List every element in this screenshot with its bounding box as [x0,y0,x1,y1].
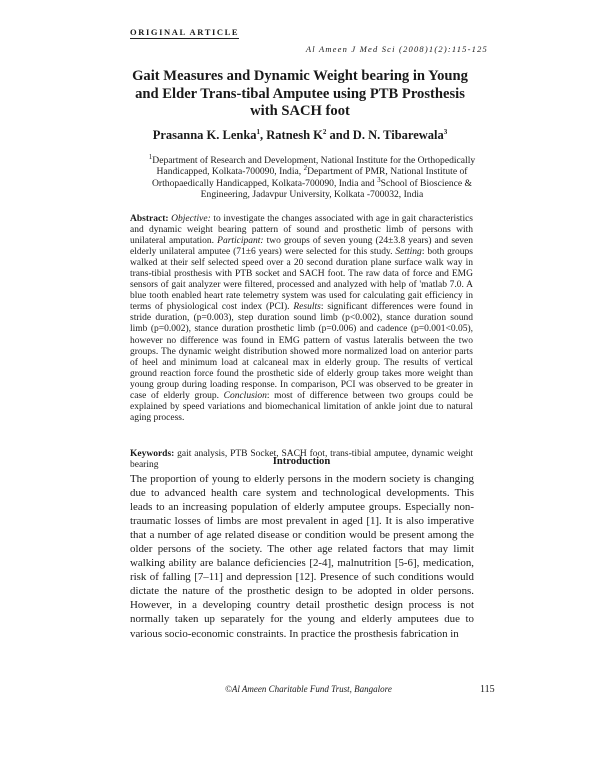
results-label: Results [293,302,321,313]
section-label: ORIGINAL ARTICLE [130,27,240,37]
setting-text: : both groups walked at their self selected speed over a 20 second duration plane surface walk way in trans-tibial prosthesis with PTB socket and SACH foot. The raw data of force and EMG sensors of gait analyzer were filtered, processed and analyzed with help of 'matlab 7.0. A blue tooth enabled heart rate telemetry system was used for calculating gait efficiency in terms of physiological cost index (PCI). [130,247,473,313]
affiliation-mark: 3 [377,175,381,184]
affiliation-mark: 1 [148,152,153,161]
affiliation-mark: 2 [303,164,308,173]
author-affiliation-mark: 2 [322,127,327,136]
conclusion-label: Conclusion [223,390,267,401]
journal-citation: Al Ameen J Med Sci (2008)1(2):115-125 [305,44,488,54]
results-text: : significant differences were found in stride duration, (p=0.003), step duration sound limb (p<0.002), stance duration sound limb (p=0.002), stance duration prosthetic limb (p=0.006) and cadence (p=0.001<0.05), however no difference was found in EMG pattern of vastus lateralis between the two groups. The dynamic weight distribution showed more normalized load on anterior parts of heel and minimum load at calcaneal max in elderly group. The results of vertical ground reaction force found the prosthetic side of elderly group takes more weight than young group during loading response. In comparison, PCI was observed to be greater in case of elderly group. [130,302,473,401]
author-name: D. N. Tibarewala [352,128,444,142]
author-name: Ratnesh K [266,128,323,142]
copyright-footer: ©Al Ameen Charitable Fund Trust, Bangalore [225,684,392,694]
affiliation-text: Department of PMR, National Institute of Orthopaedically Handicapped, Kolkata-700090, India and [151,166,468,189]
affiliations [142,152,482,200]
participant-label: Participant: [217,236,264,247]
abstract [130,214,473,424]
affiliation-text: Department of Research and Development, National Institute for the Orthopedically Handicapped, Kolkata-700090, India, [152,155,476,178]
author-name: Prasanna K. Lenka [152,128,257,142]
abstract-label: Abstract: [130,214,169,224]
section-heading: Introduction [272,456,331,467]
affiliation-text: School of Bioscience & Engineering, Jadavpur University, Kolkata -700032, India [200,177,472,200]
author-separator: , [260,128,267,142]
article-title: Gait Measures and Dynamic Weight bearing in Young and Elder Trans-tibal Amputee using PTB Prosthesis with SACH foot [132,68,468,119]
page-number: 115 [480,684,495,695]
keywords-label: Keywords: [130,449,175,459]
author-affiliation-mark: 3 [443,127,448,136]
setting-label: Setting [395,247,422,258]
participant-text: two groups of seven young (24±3.8 years) and seven elderly unilateral amputee (71±6 years) were selected for this study. [130,236,473,258]
introduction-body: The proportion of young to elderly persons in the modern society is changing due to advanced health care system and technological developments. This leads to an increasing population of elderly amputee groups. Especially non-traumatic losses of limbs are most prevalent in aged [1]. It is also imperative that a number of age related disease or condition would be present among the older persons of the society. The other age related factors that may limit walking ability are balance deficiencies [2-4], malnutrition [5-6], medication, risk of falling [7–11] and depression [12]. Presence of such conditions would dictate the nature of the prosthetic design to be adopted in older persons. However, in a developing country detail prosthetic design process is not normally taken up separately for the young and elderly amputees due to various socio-economic constraints. In practice the prosthesis fabrication in [130,473,474,640]
author-list [128,127,472,143]
author-separator: and [326,128,353,142]
author-affiliation-mark: 1 [256,127,261,136]
objective-label: Objective: [171,214,211,224]
keywords-text: gait analysis, PTB Socket, SACH foot, trans-tibial amputee, dynamic weight bearing [130,449,473,471]
objective-text: to investigate the changes associated with age in gait characteristics and dynamic weight bearing pattern of sound and prosthetic limb of persons with unilateral amputation. [130,214,474,247]
conclusion-text: : most of difference between two groups could be explained by speed variations and biomechanical limitation of ankle joint due to natural aging process. [130,390,473,423]
